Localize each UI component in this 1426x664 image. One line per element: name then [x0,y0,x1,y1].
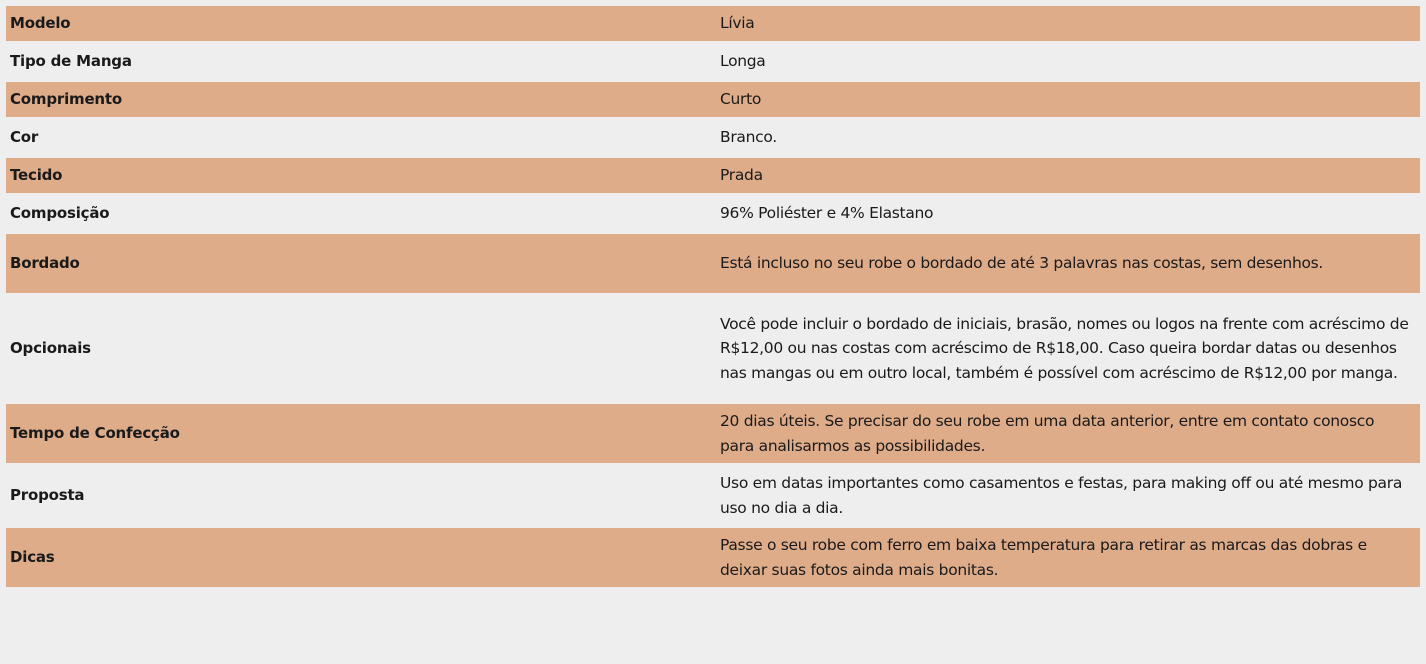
row-value: Lívia [715,6,1420,41]
table-row-tipo-de-manga [6,44,1420,79]
row-value: Prada [715,158,1420,193]
row-value: Longa [720,52,766,71]
row-value: Branco. [720,128,777,147]
table-row-bordado [6,234,1420,293]
table-row-comprimento [6,82,1420,117]
row-label: Comprimento [6,82,715,117]
row-label: Tempo de Confecção [6,404,715,463]
row-label: Dicas [6,528,715,587]
row-value: Uso em datas importantes como casamentos e festas, para making off ou até mesmo para uso no dia a dia. [720,474,1403,517]
table-row-dicas [6,528,1420,587]
row-value: Passe o seu robe com ferro em baixa temperatura para retirar as marcas das dobras e deixar suas fotos ainda mais bonitas. [715,528,1420,587]
row-label: Proposta [10,486,85,505]
table-row-cor [6,120,1420,155]
row-value: Você pode incluir o bordado de iniciais, brasão, nomes ou logos na frente com acréscimo de R$12,00 ou nas costas com acréscimo de R$18,00. Caso queira bordar datas ou desenhos nas mangas ou em outro local, também é possível com acréscimo de R$12,00 por manga. [720,314,1409,382]
table-row-modelo [6,6,1420,41]
table-row-composicao [6,196,1420,231]
product-spec-table [6,3,1420,590]
table-row-tecido [6,158,1420,193]
row-label: Modelo [6,6,715,41]
table-row-tempo-de-confeccao [6,404,1420,463]
table-row-opcionais [6,296,1420,401]
row-label: Tecido [6,158,715,193]
row-label: Cor [10,128,39,147]
row-label: Tipo de Manga [10,52,132,71]
row-value: 96% Poliéster e 4% Elastano [720,204,934,223]
row-value: Curto [715,82,1420,117]
row-label: Composição [10,204,110,223]
row-label: Opcionais [10,339,91,358]
row-value: 20 dias úteis. Se precisar do seu robe em uma data anterior, entre em contato conosco para analisarmos as possibilidades. [715,404,1420,463]
row-value: Está incluso no seu robe o bordado de até 3 palavras nas costas, sem desenhos. [715,234,1420,293]
row-label: Bordado [6,234,715,293]
table-row-proposta [6,466,1420,525]
